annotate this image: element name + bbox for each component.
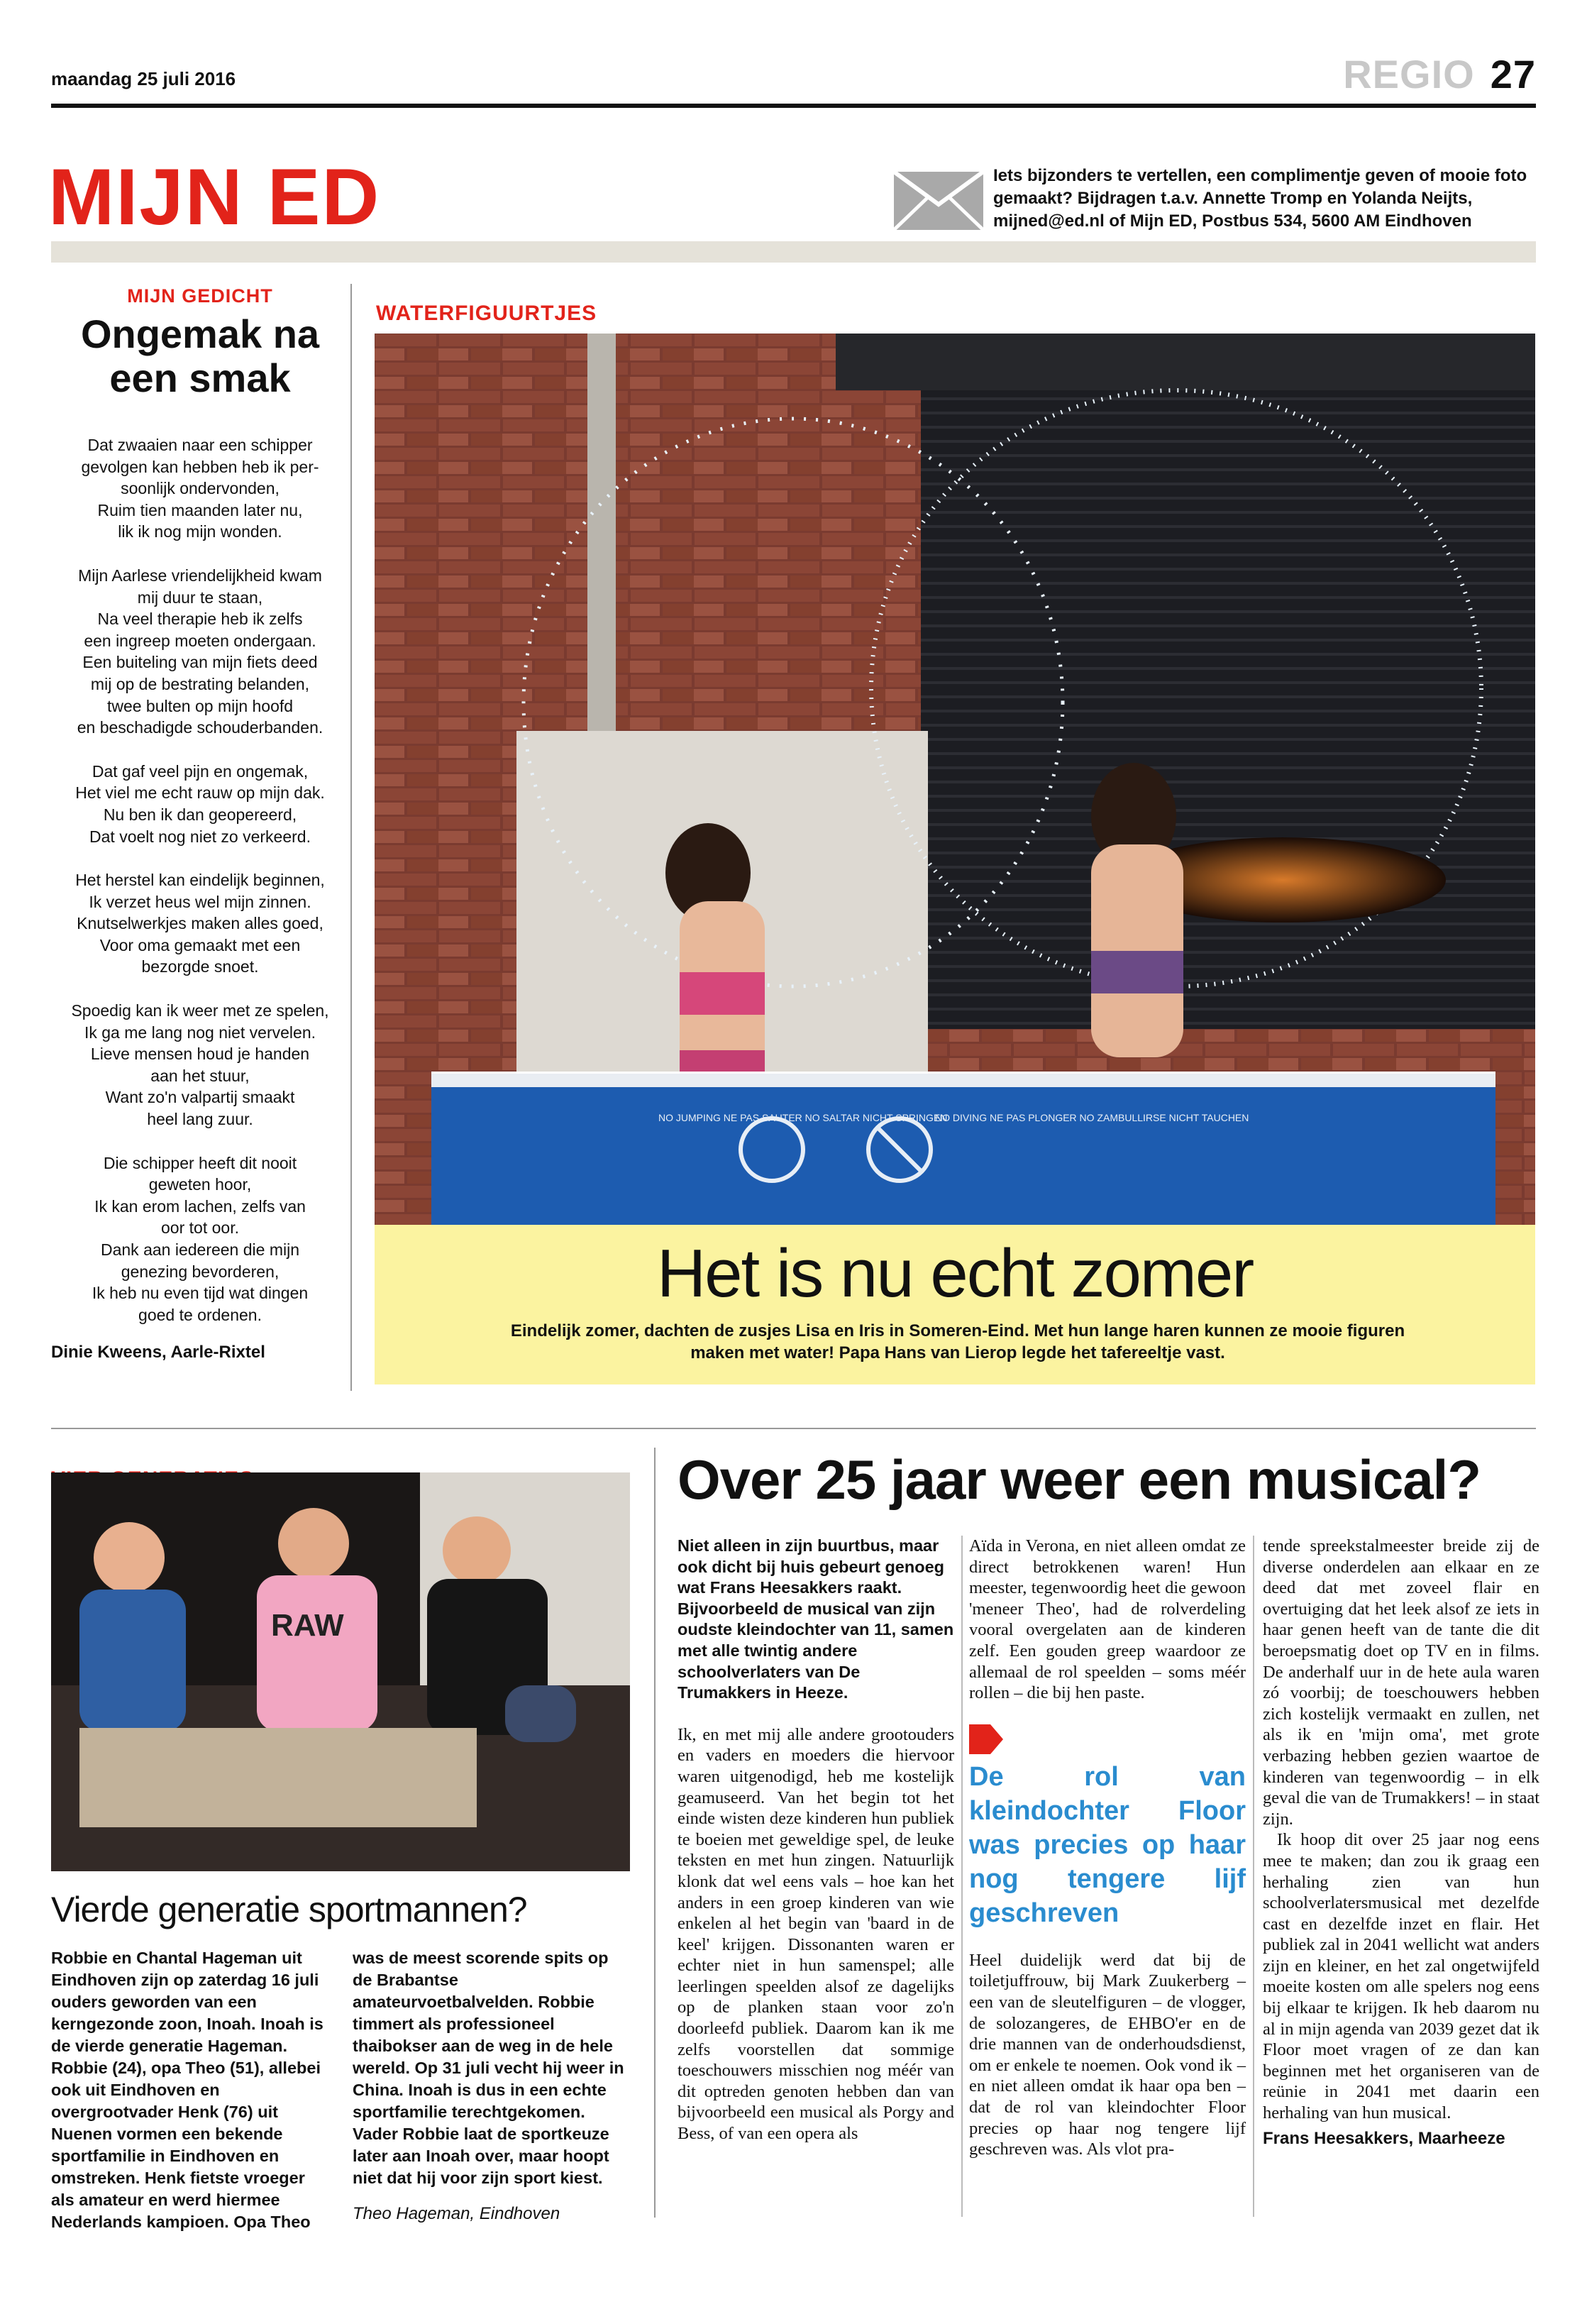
generations-headline: Vierde generatie sportmannen? [51, 1890, 527, 1929]
poem-stanza: Dat gaf veel pijn en ongemak, Het viel me echt rauw op mijn dak. Nu ben ik dan geopereerd, Dat voelt nog niet zo verkeerd. [75, 761, 325, 846]
musical-paragraph: Heel duidelijk werd dat bij de toiletjuffrouw, bij Mark Zuukerberg – een van de sleutelfiguren – de vlogger, de solozangeres, de EHBO'er en de drie mannen van de onderhoudsdienst, om er enkele te noemen. Ook vond ik – en niet alleen omdat ik haar opa ben – dat de rol van kleindochter Floor precies op haar nog tengere lijf geschreven was. Als vlot pra- [969, 1950, 1246, 2159]
musical-headline: Over 25 jaar weer een musical? [678, 1448, 1481, 1511]
poem-stanza: Spoedig kan ik weer met ze spelen, Ik ga me lang nog niet vervelen. Lieve mensen houd je handen aan het stuur, Want zo'n valpartij smaakt heel lang zuur. [71, 1001, 329, 1129]
poem-stanza: Het herstel kan eindelijk beginnen, Ik verzet heus wel mijn zinnen. Knutselwerkjes maken alles goed, Voor oma gemaakt met een bezorgde snoet. [75, 871, 325, 976]
poem-stanza: Dat zwaaien naar een schipper gevolgen kan hebben heb ik per- soonlijk ondervonden, Ruim tien maanden later nu, lik ik nog mijn wonden. [81, 436, 319, 541]
musical-col-3 [1263, 1536, 1539, 2149]
musical-paragraph: Ik hoop dit over 25 jaar nog eens mee te maken; dan zou ik graag een herhaling zien van hun schoolverlatersmusical met dezelfde cast en dezelfde inzet en flair. Het publiek zal in 2041 wellicht wat anders zijn en kleiner, en het zal ongetwijfeld moeite kosten om alle spelers nog eens bij elkaar te krijgen. Ik heb daarom nu al in mijn agenda van 2039 gezet dat ik Floor moet vragen of ze dan kan beginnen met het organiseren van de reünie in 2041 met daarin een herhaling van hun musical. [1263, 1830, 1539, 2123]
photo-caption: Eindelijk zomer, dachten de zusjes Lisa en Iris in Someren-Eind. Met hun lange haren kunnen ze mooie figuren maken met water! Papa Hans van Lierop legde het tafereeltje vast. [510, 1321, 1405, 1362]
generations-col-2: was de meest scorende spits op de Brabantse amateurvoetbalvelden. Robbie timmert als professioneel thaibokser aan de weg in de hele wereld. Op 31 juli vecht hij weer in China. Inoah is dus in een echte sportfamilie terechtgekomen. Vader Robbie laat de sportkeuze later aan Inoah over, maar hoopt niet dat hij voor zijn sport kiest. [353, 1949, 624, 2187]
musical-lead: Niet alleen in zijn buurtbus, maar ook dicht bij huis gebeurt genoeg wat Frans Heesakkers raakt. Bijvoorbeeld de musical van zijn oudste kleindochter van 11, samen met alle twintig andere schoolverlaters van De Trumakkers in Heeze. [678, 1536, 954, 1702]
column-divider [961, 1536, 963, 2217]
contact-info: Iets bijzonders te vertellen, een complimentje geven of mooie foto gemaakt? Bijdragen t.a.v. Annette Tromp en Yolanda Neijts, mijned@ed.nl of Mijn ED, Postbus 534, 5600 AM Eindhoven [993, 166, 1527, 231]
musical-pullquote: De rol van kleindochter Floor was precies op haar nog tengere lijf geschreven [969, 1761, 1246, 1928]
column-divider [350, 284, 352, 1391]
pool-warning-left: NO JUMPING NE PAS SAUTER NO SALTAR NICHT SPRINGEN [658, 1112, 948, 1123]
section-divider [51, 1428, 1536, 1429]
masthead-bar [51, 241, 1536, 263]
masthead-title: MIJN ED [48, 153, 381, 241]
header-rule [51, 104, 1536, 108]
pool-warning-right: NO DIVING NE PAS PLONGER NO ZAMBULLIRSE NICHT TAUCHEN [935, 1112, 1249, 1123]
photo-headline: Het is nu echt zomer [656, 1235, 1254, 1311]
poem-title: Ongemak na een smak [80, 312, 320, 400]
poem-stanza: Die schipper heeft dit nooit geweten hoor, Ik kan erom lachen, zelfs van oor tot oor. Dank aan iedereen die mijn genezing bevorderen, Ik heb nu even tijd wat dingen goed te ordenen. [92, 1153, 309, 1324]
musical-paragraph: Aïda in Verona, en niet alleen omdat ze direct betrokkenen waren! Hun meester, tegenwoordig heet die gewoon 'meneer Theo', had de rolverdeling vooral overgelaten aan de kinderen zelf. Een gouden greep waardoor ze allemaal de rol speelden – soms méér rollen – die bij hen paste. [969, 1536, 1246, 1703]
photo-kicker: WATERFIGUURTJES [376, 302, 597, 325]
shirt-print: RAW [271, 1608, 344, 1643]
arrow-icon [969, 1724, 1005, 1754]
musical-paragraph: Ik, en met mij alle andere grootouders en vaders en moeders die hiervoor waren uitgenodigd, heb me kostelijk geamuseerd. Van het begin tot het einde wisten deze kinderen hun publiek te boeien met geweldige spel, de leuke teksten en met hun zingen. Natuurlijk klonk dat wel eens vals – hoe kan het anders in een groep kinderen van wie enkelen al het begin van 'baard in de keel' krijgen. Dissonanten waren er echter niet in hun samenspel; alle leerlingen speelden alsof ze dagelijks op de planken staan voor zo'n doorleefd publiek. Daarom kan ik me zelfs voorstellen dat sommige toeschouwers misschien nog méér van dit optreden genoten hebben dan van bijvoorbeeld een musical als Porgy and Bess, of van een opera als [678, 1724, 954, 2144]
column-divider [1253, 1536, 1254, 2217]
envelope-icon [892, 170, 985, 231]
generations-credit: Theo Hageman, Eindhoven [353, 2204, 560, 2223]
musical-col-2 [969, 1536, 1246, 2181]
section-header [1343, 51, 1536, 97]
poem-author: Dinie Kweens, Aarle-Rixtel [51, 1343, 265, 1362]
generations-col-1: Robbie en Chantal Hageman uit Eindhoven zijn op zaterdag 16 juli ouders geworden van een kerngezonde zoon, Inoah. Inoah is de vierde generatie Hageman. Robbie (24), opa Theo (51), allebei ook uit Eindhoven en overgrootvader Henk (76) uit Nuenen vormen een bekende sportfamilie in Eindhoven en omstreken. Henk fietste vroeger als amateur en werd hiermee Nederlands kampioen. Opa Theo [51, 1949, 324, 2231]
page-number: 27 [1490, 52, 1536, 97]
summer-photo [375, 334, 1535, 1225]
poem-body [51, 434, 349, 1348]
family-photo [51, 1472, 630, 1871]
poem-kicker: MIJN GEDICHT [127, 285, 273, 307]
issue-date: maandag 25 juli 2016 [51, 68, 236, 89]
musical-paragraph: tende spreekstalmeester breide zij de diverse onderdelen aan elkaar en ze deed dat met zoveel flair en overtuiging dat het leek alsof ze iets in haar genen heeft van de tante die dit beroepsmatig doet op TV en in films. De anderhalf uur in de hete aula waren zó voorbij; de toeschouwers hebben zich kostelijk vermaakt en zullen, net als ik en 'mijn oma', met grote verbazing hebben gezien waartoe de kinderen van tegenwoordig – in elk geval die van de Trumakkers! – in staat zijn. [1263, 1536, 1539, 1829]
column-divider [654, 1448, 656, 2218]
musical-author: Frans Heesakkers, Maarheeze [1263, 2128, 1505, 2148]
section-label: REGIO [1343, 52, 1475, 97]
poem-stanza: Mijn Aarlese vriendelijkheid kwam mij duur te staan, Na veel therapie heb ik zelfs een ingreep moeten ondergaan. Een buiteling van mijn fiets deed mij op de bestrating belanden, twee bulten op mijn hoofd en beschadigde schouderbanden. [77, 566, 324, 737]
musical-col-1 [678, 1536, 954, 2165]
